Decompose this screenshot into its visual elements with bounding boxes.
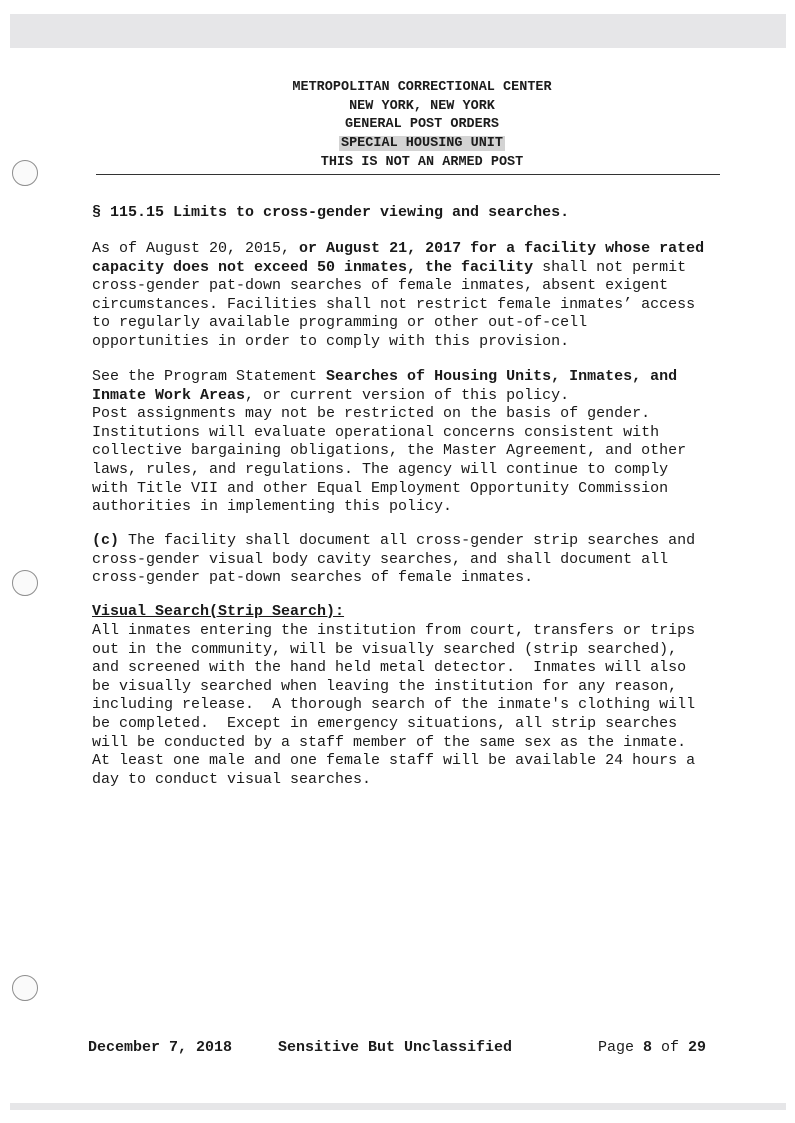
header-divider — [96, 174, 720, 175]
footer-classification: Sensitive But Unclassified — [278, 1039, 513, 1056]
paragraph-cross-gender-pat-down — [92, 240, 704, 352]
p1-bold-1: or August 21, 2017 for a facility whose rated capacity does not exceed 50 inmates, the facility — [92, 240, 705, 276]
punch-hole-bottom — [12, 975, 38, 1001]
p1-text-1: As of August 20, 2015, — [92, 240, 291, 257]
paragraph-documentation — [92, 532, 695, 588]
p2-bold-1: Searches of Housing Units, Inmates, and Inmate Work Areas — [92, 368, 678, 404]
paragraph-program-statement — [92, 368, 686, 517]
header-facility: METROPOLITAN CORRECTIONAL CENTER — [292, 80, 552, 95]
header-armed-status: THIS IS NOT AN ARMED POST — [320, 154, 524, 170]
footer-page-total: 29 — [688, 1039, 707, 1056]
p3-label: (c) — [92, 532, 120, 549]
footer-of-label: of — [652, 1039, 689, 1056]
visual-search-heading: Visual Search(Strip Search): — [92, 603, 345, 620]
scan-bottom-bar — [10, 1103, 786, 1110]
paragraph-visual-search: All inmates entering the institution from court, transfers or trips out in the community, will be visually searched (strip searched), and screened with the hand held metal detector. Inmates will also be visually searched when leaving the institution for any reason, including release. A thorough search of the inmate's clothing will be completed. Except in emergency situations, all strip searches will be conducted by a staff member of the same sex as the inmate. At least one male and one female staff will be available 24 hours a day to conduct visual searches. — [92, 622, 696, 788]
p1-text-2: shall not permit cross-gender pat-down searches of female inmates, absent exigent circumstances. Facilities shall not restrict female inmates’ access to regularly available programming or other out-of-cell opportunities in order to comply with this provision. — [92, 258, 696, 350]
scan-top-bar — [10, 14, 786, 48]
p3-text: The facility shall document all cross-gender strip searches and cross-gender visual body cavity searches, and shall document all cross-gender pat-down searches of female inmates. — [92, 532, 696, 587]
header-unit — [96, 135, 748, 154]
footer-page-current: 8 — [643, 1039, 653, 1056]
header-location: NEW YORK, NEW YORK — [349, 98, 495, 114]
p2-text-1: See the Program Statement — [92, 368, 327, 385]
footer-page-number — [598, 1039, 706, 1057]
punch-hole-middle — [12, 570, 38, 596]
footer-date: December 7, 2018 — [88, 1039, 233, 1056]
p2-text-2: , or current version of this policy. Post assignments may not be restricted on the basis of gender. Institutions will evaluate operational concerns consistent with collective bargaining obligations, the Master Agreement, and other laws, rules, and regulations. The agency will continue to comply with Title VII and other Equal Employment Opportunity Commission authorities in implementing this policy. — [92, 386, 687, 516]
section-heading: § 115.15 Limits to cross-gender viewing and searches. — [92, 204, 570, 221]
header-unit-highlight: SPECIAL HOUSING UNIT — [340, 136, 504, 152]
document-header — [96, 79, 748, 173]
footer-page-label: Page — [598, 1039, 644, 1056]
punch-hole-top — [12, 160, 38, 186]
header-post-orders: GENERAL POST ORDERS — [345, 117, 499, 133]
